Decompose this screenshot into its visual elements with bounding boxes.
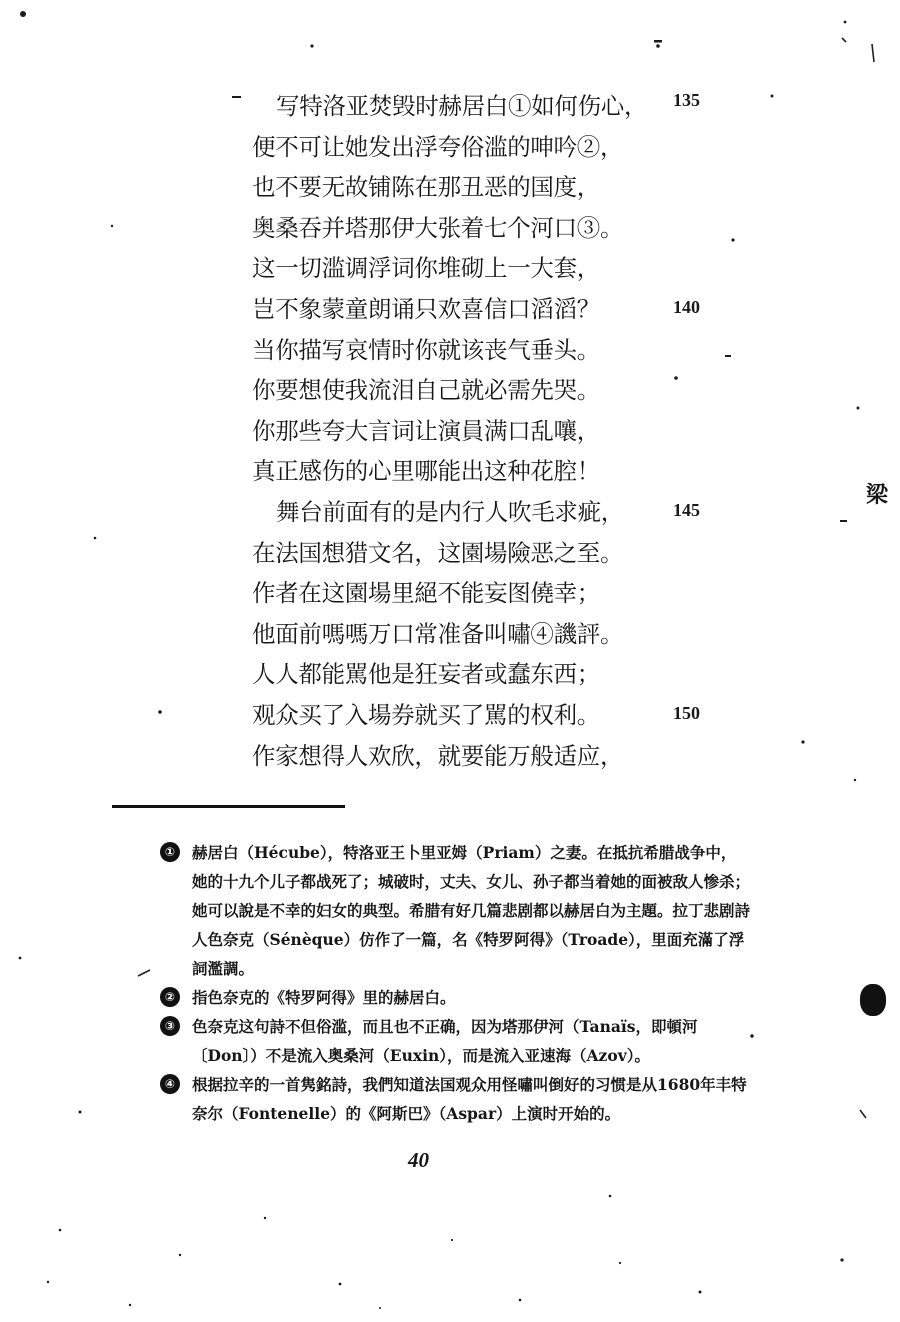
line-number: 140 <box>673 297 700 317</box>
footnote <box>160 983 750 1012</box>
verse-line: 写特洛亚焚毁时赫居白①如何伤心， <box>276 92 648 120</box>
verse-line: 真正感伤的心里哪能出这种花腔！ <box>252 457 600 486</box>
verse-line: 作家想得人欢欣，就要能万般适应， <box>252 741 624 770</box>
verse-line: 他面前嗎嗎万口常准备叫嘯④譏評。 <box>252 619 624 648</box>
footnote-text: 赫居白（Hécube），特洛亚王卜里亚姆（Priam）之妻。在抵抗希腊战争中，她的十九个儿子都战死了；城破时，丈夫、女儿、孙子都当着她的面被敌人惨杀；她可以說是不幸的妇女的典型。希腊有好几篇悲剧都以赫居白为主題。拉丁悲剧詩人色奈克（Sénèque）仿作了一篇，名《特罗阿得》（Troade），里面充滿了浮詞濫調。 <box>192 843 751 978</box>
footnote-text: 根据拉辛的一首隽銘詩，我們知道法国观众用怪嘯叫倒好的习惯是从1680年丰特奈尔（Fontenelle）的《阿斯巴》（Aspar）上演时开始的。 <box>192 1075 747 1123</box>
page-number: 40 <box>408 1148 429 1172</box>
verse-line: 观众买了入場券就买了駡的权利。 <box>252 700 600 729</box>
verse-line: 在法国想猎文名，这園場險恶之至。 <box>252 538 624 567</box>
verse-line: 你要想使我流泪自己就必需先哭。 <box>252 376 600 405</box>
verse-line: 作者在这園場里絕不能妄图僥幸； <box>252 579 600 608</box>
verse-line: 岂不象蒙童朗诵只欢喜信口滔滔？ <box>252 294 600 323</box>
edge-bleed-text: 梁 <box>866 482 889 508</box>
verse-line: 这一切滥调浮词你堆砌上一大套， <box>252 254 600 283</box>
verse-line: 人人都能駡他是狂妄者或蠢东西； <box>252 660 600 689</box>
footnote <box>160 1012 750 1070</box>
footnotes <box>160 838 750 1128</box>
verse-block <box>252 86 692 776</box>
verse-line: 舞台前面有的是内行人吹毛求疵， <box>276 497 624 526</box>
verse-line: 便不可让她发出浮夸俗滥的呻吟②， <box>252 132 624 161</box>
footnote-text: 指色奈克的《特罗阿得》里的赫居白。 <box>192 988 456 1007</box>
footnote-text: 色奈克这句詩不但俗滥，而且也不正确，因为塔那伊河（Tanaïs，即頓河〔Don〕）不是流入奥桑河（Euxin），而是流入亚速海（Azov）。 <box>192 1017 698 1065</box>
footnote-marker: ① <box>160 842 180 862</box>
line-number: 135 <box>673 90 700 110</box>
verse-line: 你那些夸大言词让演員满口乱嚷， <box>252 416 600 445</box>
line-number: 150 <box>673 703 700 723</box>
verse-line: 也不要无故铺陈在那丑恶的国度， <box>252 173 600 202</box>
footnote-marker: ④ <box>160 1074 180 1094</box>
verse-line: 当你描写哀情时你就该丧气垂头。 <box>252 335 600 364</box>
verse-line: 奥桑吞并塔那伊大张着七个河口③。 <box>252 213 624 242</box>
ink-blot <box>860 984 886 1016</box>
footnote <box>160 1070 750 1128</box>
footnote-marker: ③ <box>160 1016 180 1036</box>
line-number: 145 <box>673 500 700 520</box>
footnote-divider <box>112 805 345 808</box>
footnote <box>160 838 750 983</box>
footnote-marker: ② <box>160 987 180 1007</box>
